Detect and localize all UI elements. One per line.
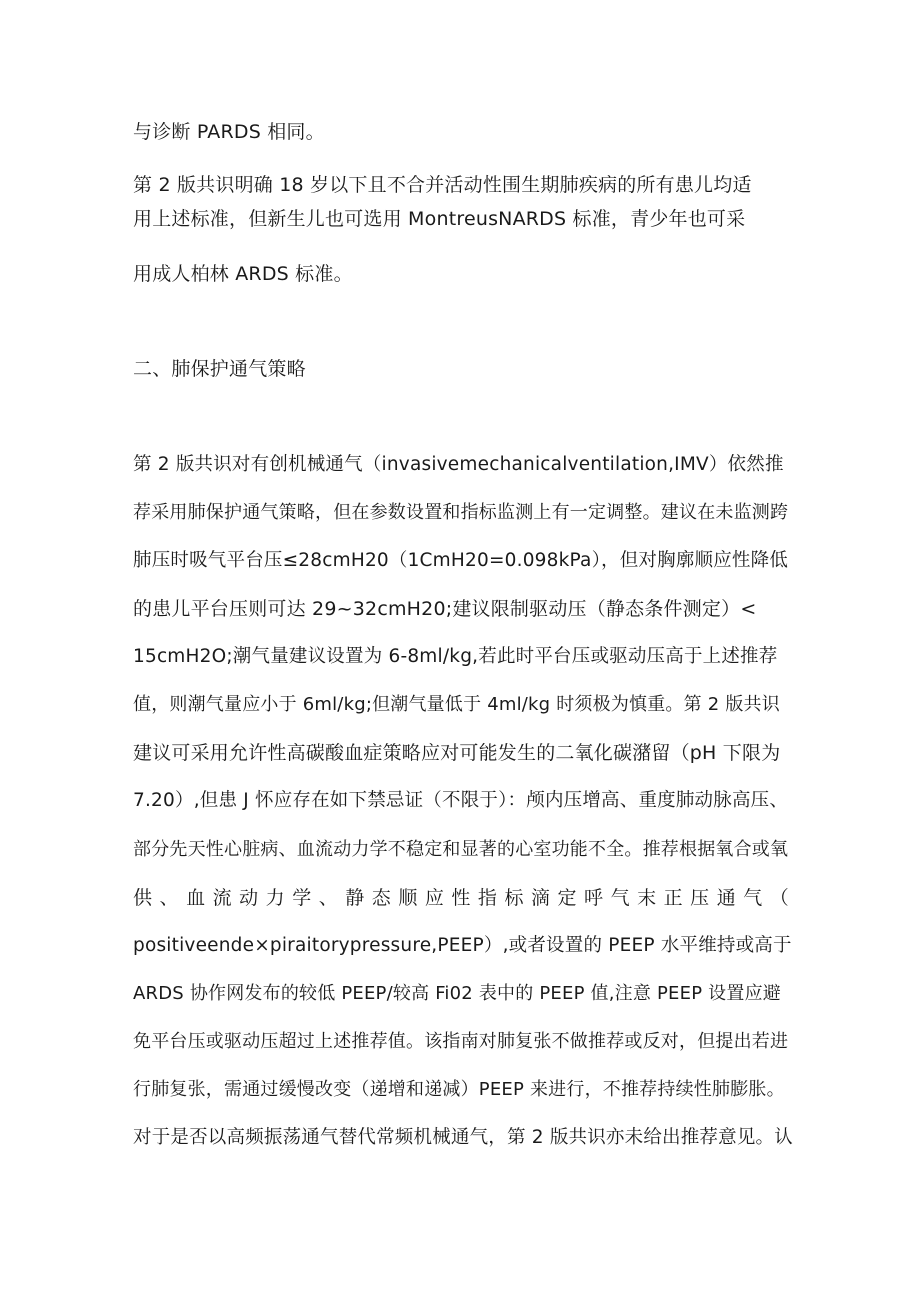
- paragraph-3-line-15: 对于是否以高频振荡通气替代常频机械通气，第 2 版共识亦未给出推荐意见。认: [133, 1127, 793, 1148]
- paragraph-3-line-14: 行肺复张，需通过缓慢改变（递增和递减）PEEP 来进行，不推荐持续性肺膨胀。: [133, 1079, 785, 1100]
- paragraph-3-line-11: positiveende×piraitorypressure,PEEP）,或者设置的 PEEP 水平维持或高于: [133, 935, 792, 956]
- paragraph-2-line-2: 用上述标准，但新生儿也可选用 MontreusNARDS 标准，青少年也可采: [133, 208, 746, 230]
- paragraph-2-line-3: 用成人柏林 ARDS 标准。: [133, 263, 353, 285]
- paragraph-2-line-1: 第 2 版共识明确 18 岁以下且不合并活动性围生期肺疾病的所有患儿均适: [133, 174, 752, 196]
- paragraph-1-line-1: 与诊断 PARDS 相同。: [133, 121, 325, 143]
- section-heading: 二、肺保护通气策略: [133, 358, 306, 380]
- paragraph-3-line-10: 供、血流动力学、静态顺应性指标滴定呼气末正压通气（: [133, 887, 789, 909]
- paragraph-3-line-7: 建议可采用允许性高碳酸血症策略应对可能发生的二氧化碳潴留（pH 下限为: [133, 742, 781, 764]
- paragraph-3-line-8: 7.20）,但患 J 怀应存在如下禁忌证（不限于）：颅内压增高、重度肺动脉高压、: [133, 790, 789, 811]
- paragraph-3-line-1: 第 2 版共识对有创机械通气（invasivemechanicalventilation,IMV）依然推: [133, 454, 784, 475]
- paragraph-3-line-6: 值，则潮气量应小于 6ml/kg;但潮气量低于 4ml/kg 时须极为慎重。第 2 版共识: [133, 694, 780, 715]
- paragraph-3-line-9: 部分先天性心脏病、血流动力学不稳定和显著的心室功能不全。推荐根据氧合或氧: [133, 839, 789, 860]
- paragraph-3-line-12: ARDS 协作网发布的较低 PEEP/较高 Fi02 表中的 PEEP 值,注意 PEEP 设置应避: [133, 983, 781, 1004]
- paragraph-3-line-5: 15cmH2O;潮气量建议设置为 6-8ml/kg,若此时平台压或驱动压高于上述推荐: [133, 646, 778, 667]
- paragraph-3-line-13: 免平台压或驱动压超过上述推荐值。该指南对肺复张不做推荐或反对，但提出若进: [133, 1031, 789, 1052]
- paragraph-3-line-4: 的患儿平台压则可达 29~32cmH20;建议限制驱动压（静态条件测定）<: [133, 598, 757, 620]
- paragraph-3-line-3: 肺压时吸气平台压≤28cmH20（1CmH20=0.098kPa），但对胸廓顺应性降低: [133, 550, 789, 571]
- paragraph-3-line-2: 荐采用肺保护通气策略，但在参数设置和指标监测上有一定调整。建议在未监测跨: [133, 502, 789, 523]
